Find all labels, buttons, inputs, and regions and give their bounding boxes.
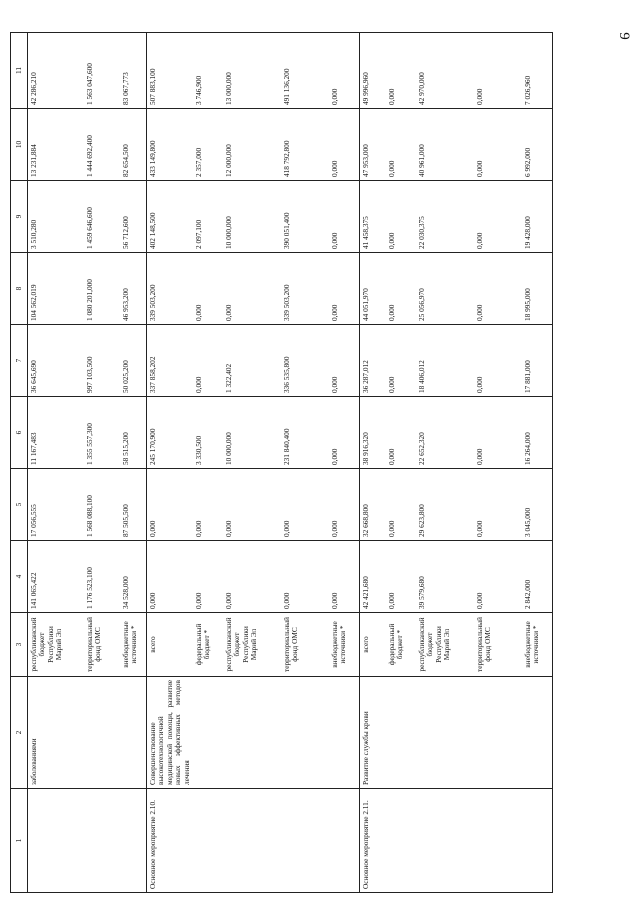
rotated-page bbox=[10, 33, 541, 893]
value-cell: 104 562,019 bbox=[28, 253, 85, 325]
value-cell: 42 421,680 bbox=[360, 541, 387, 613]
value-cell: 339 503,200 bbox=[147, 253, 194, 325]
value-cell: 82 654,500 bbox=[120, 109, 147, 181]
value-cell: 0,000 bbox=[329, 325, 360, 397]
header-cell: 7 bbox=[11, 325, 28, 397]
value-cell: 141 065,422 bbox=[28, 541, 85, 613]
table-row bbox=[193, 33, 223, 893]
value-cell: 0,000 bbox=[147, 469, 194, 541]
value-cell: 0,000 bbox=[386, 181, 416, 253]
activity-name-cell bbox=[120, 677, 147, 789]
value-cell: 49 996,960 bbox=[360, 33, 387, 109]
activity-name-cell: Совершенствование высокотехнологичной медицинской помощи, развитие новых эффективных методов лечения bbox=[147, 677, 194, 789]
funding-source-cell: всего bbox=[147, 613, 194, 677]
value-cell: 0,000 bbox=[329, 397, 360, 469]
funding-source-cell: территориальный фонд ОМС bbox=[84, 613, 120, 677]
value-cell: 0,000 bbox=[281, 469, 329, 541]
activity-name-cell bbox=[416, 677, 474, 789]
activity-code-cell bbox=[329, 789, 360, 893]
table-row bbox=[386, 33, 416, 893]
funding-source-cell: всего bbox=[360, 613, 387, 677]
value-cell: 36 645,690 bbox=[28, 325, 85, 397]
value-cell: 1 563 047,600 bbox=[84, 33, 120, 109]
value-cell: 997 103,500 bbox=[84, 325, 120, 397]
value-cell: 433 149,800 bbox=[147, 109, 194, 181]
activity-code-cell bbox=[28, 789, 85, 893]
value-cell: 3 746,900 bbox=[193, 33, 223, 109]
value-cell: 336 535,800 bbox=[281, 325, 329, 397]
value-cell: 17 056,555 bbox=[28, 469, 85, 541]
header-cell: 2 bbox=[11, 677, 28, 789]
funding-source-cell: внебюджетные источники * bbox=[522, 613, 553, 677]
activity-name-cell: Развитие службы крови bbox=[360, 677, 387, 789]
value-cell: 41 458,375 bbox=[360, 181, 387, 253]
value-cell: 2 097,100 bbox=[193, 181, 223, 253]
value-cell: 12 000,000 bbox=[223, 109, 281, 181]
value-cell: 339 503,200 bbox=[281, 253, 329, 325]
header-cell: 1 bbox=[11, 789, 28, 893]
value-cell: 0,000 bbox=[329, 181, 360, 253]
value-cell: 25 056,970 bbox=[416, 253, 474, 325]
value-cell: 10 000,000 bbox=[223, 181, 281, 253]
value-cell: 1 444 692,400 bbox=[84, 109, 120, 181]
header-cell: 9 bbox=[11, 181, 28, 253]
header-cell: 3 bbox=[11, 613, 28, 677]
value-cell: 0,000 bbox=[386, 397, 416, 469]
value-cell: 0,000 bbox=[329, 469, 360, 541]
table-row bbox=[474, 33, 522, 893]
funding-source-cell: республиканский бюджет Республики Марий Эл bbox=[416, 613, 474, 677]
value-cell: 3 510,280 bbox=[28, 181, 85, 253]
value-cell: 18 995,000 bbox=[522, 253, 553, 325]
value-cell: 40 961,000 bbox=[416, 109, 474, 181]
value-cell: 0,000 bbox=[147, 541, 194, 613]
value-cell: 0,000 bbox=[386, 469, 416, 541]
value-cell: 32 668,800 bbox=[360, 469, 387, 541]
value-cell: 16 264,000 bbox=[522, 397, 553, 469]
value-cell: 0,000 bbox=[386, 33, 416, 109]
value-cell: 34 528,000 bbox=[120, 541, 147, 613]
funding-source-cell: республиканский бюджет Республики Марий Эл bbox=[223, 613, 281, 677]
activity-code-cell: Основное мероприятие 2.10. bbox=[147, 789, 194, 893]
value-cell: 0,000 bbox=[329, 109, 360, 181]
value-cell: 1 080 201,000 bbox=[84, 253, 120, 325]
value-cell: 0,000 bbox=[193, 541, 223, 613]
value-cell: 0,000 bbox=[474, 33, 522, 109]
funding-source-cell: внебюджетные источники * bbox=[329, 613, 360, 677]
activity-code-cell bbox=[223, 789, 281, 893]
funding-source-cell: территориальный фонд ОМС bbox=[281, 613, 329, 677]
activity-code-cell bbox=[193, 789, 223, 893]
value-cell: 19 428,000 bbox=[522, 181, 553, 253]
activity-name-cell bbox=[223, 677, 281, 789]
value-cell: 0,000 bbox=[474, 325, 522, 397]
activity-name-cell bbox=[386, 677, 416, 789]
activity-code-cell bbox=[522, 789, 553, 893]
value-cell: 0,000 bbox=[474, 541, 522, 613]
activity-name-cell bbox=[84, 677, 120, 789]
value-cell: 1 176 523,100 bbox=[84, 541, 120, 613]
value-cell: 0,000 bbox=[193, 469, 223, 541]
page-number: 9 bbox=[616, 32, 632, 40]
table-row bbox=[223, 33, 281, 893]
value-cell: 42 970,000 bbox=[416, 33, 474, 109]
value-cell: 0,000 bbox=[474, 253, 522, 325]
value-cell: 0,000 bbox=[329, 253, 360, 325]
value-cell: 42 286,210 bbox=[28, 33, 85, 109]
table-row bbox=[281, 33, 329, 893]
value-cell: 245 170,900 bbox=[147, 397, 194, 469]
table-row bbox=[522, 33, 553, 893]
header-cell: 8 bbox=[11, 253, 28, 325]
value-cell: 3 045,000 bbox=[522, 469, 553, 541]
activity-name-cell bbox=[522, 677, 553, 789]
activity-code-cell bbox=[474, 789, 522, 893]
header-row bbox=[11, 33, 28, 893]
value-cell: 47 953,000 bbox=[360, 109, 387, 181]
value-cell: 46 953,200 bbox=[120, 253, 147, 325]
value-cell: 44 051,970 bbox=[360, 253, 387, 325]
value-cell: 0,000 bbox=[386, 541, 416, 613]
table-row bbox=[84, 33, 120, 893]
activity-name-cell bbox=[474, 677, 522, 789]
value-cell: 50 025,200 bbox=[120, 325, 147, 397]
header-cell: 4 bbox=[11, 541, 28, 613]
value-cell: 1 459 646,600 bbox=[84, 181, 120, 253]
value-cell: 231 840,400 bbox=[281, 397, 329, 469]
activity-code-cell bbox=[386, 789, 416, 893]
value-cell: 0,000 bbox=[223, 253, 281, 325]
header-cell: 6 bbox=[11, 397, 28, 469]
value-cell: 22 030,375 bbox=[416, 181, 474, 253]
activity-name-cell: заболеваниями bbox=[28, 677, 85, 789]
funding-source-cell: внебюджетные источники * bbox=[120, 613, 147, 677]
value-cell: 38 916,320 bbox=[360, 397, 387, 469]
value-cell: 0,000 bbox=[474, 469, 522, 541]
value-cell: 337 858,202 bbox=[147, 325, 194, 397]
value-cell: 1 568 088,100 bbox=[84, 469, 120, 541]
value-cell: 418 792,800 bbox=[281, 109, 329, 181]
header-cell: 11 bbox=[11, 33, 28, 109]
header-cell: 10 bbox=[11, 109, 28, 181]
value-cell: 0,000 bbox=[386, 253, 416, 325]
value-cell: 58 515,200 bbox=[120, 397, 147, 469]
value-cell: 0,000 bbox=[474, 109, 522, 181]
funding-source-cell: республиканский бюджет Республики Марий Эл bbox=[28, 613, 85, 677]
value-cell: 22 652,320 bbox=[416, 397, 474, 469]
value-cell: 0,000 bbox=[329, 541, 360, 613]
funding-source-cell: федеральный бюджет * bbox=[386, 613, 416, 677]
value-cell: 0,000 bbox=[386, 109, 416, 181]
value-cell: 18 406,012 bbox=[416, 325, 474, 397]
value-cell: 507 883,100 bbox=[147, 33, 194, 109]
activity-code-cell bbox=[416, 789, 474, 893]
value-cell: 0,000 bbox=[329, 33, 360, 109]
value-cell: 2 357,000 bbox=[193, 109, 223, 181]
funding-source-cell: территориальный фонд ОМС bbox=[474, 613, 522, 677]
activity-name-cell bbox=[281, 677, 329, 789]
value-cell: 390 051,400 bbox=[281, 181, 329, 253]
value-cell: 13 231,884 bbox=[28, 109, 85, 181]
activity-name-cell bbox=[329, 677, 360, 789]
value-cell: 83 067,773 bbox=[120, 33, 147, 109]
value-cell: 0,000 bbox=[193, 325, 223, 397]
value-cell: 491 136,200 bbox=[281, 33, 329, 109]
value-cell: 36 287,012 bbox=[360, 325, 387, 397]
value-cell: 6 992,000 bbox=[522, 109, 553, 181]
value-cell: 10 000,000 bbox=[223, 397, 281, 469]
value-cell: 402 148,500 bbox=[147, 181, 194, 253]
funding-source-cell: федеральный бюджет * bbox=[193, 613, 223, 677]
value-cell: 13 000,000 bbox=[223, 33, 281, 109]
value-cell: 11 167,483 bbox=[28, 397, 85, 469]
table-row bbox=[147, 33, 194, 893]
table-row bbox=[28, 33, 85, 893]
value-cell: 39 579,680 bbox=[416, 541, 474, 613]
value-cell: 17 881,000 bbox=[522, 325, 553, 397]
table-row bbox=[329, 33, 360, 893]
value-cell: 56 712,600 bbox=[120, 181, 147, 253]
value-cell: 0,000 bbox=[281, 541, 329, 613]
value-cell: 0,000 bbox=[223, 469, 281, 541]
activity-name-cell bbox=[193, 677, 223, 789]
budget-table bbox=[10, 32, 553, 893]
table-row bbox=[120, 33, 147, 893]
value-cell: 2 842,000 bbox=[522, 541, 553, 613]
value-cell: 3 330,500 bbox=[193, 397, 223, 469]
header-cell: 5 bbox=[11, 469, 28, 541]
activity-code-cell bbox=[84, 789, 120, 893]
value-cell: 29 623,800 bbox=[416, 469, 474, 541]
value-cell: 0,000 bbox=[223, 541, 281, 613]
value-cell: 0,000 bbox=[474, 397, 522, 469]
value-cell: 0,000 bbox=[474, 181, 522, 253]
value-cell: 1 322,402 bbox=[223, 325, 281, 397]
table-row bbox=[416, 33, 474, 893]
activity-code-cell: Основное мероприятие 2.11. bbox=[360, 789, 387, 893]
value-cell: 0,000 bbox=[193, 253, 223, 325]
value-cell: 1 355 557,300 bbox=[84, 397, 120, 469]
value-cell: 0,000 bbox=[386, 325, 416, 397]
table-body bbox=[28, 33, 553, 893]
activity-code-cell bbox=[120, 789, 147, 893]
activity-code-cell bbox=[281, 789, 329, 893]
value-cell: 87 505,500 bbox=[120, 469, 147, 541]
value-cell: 7 026,960 bbox=[522, 33, 553, 109]
table-row bbox=[360, 33, 387, 893]
